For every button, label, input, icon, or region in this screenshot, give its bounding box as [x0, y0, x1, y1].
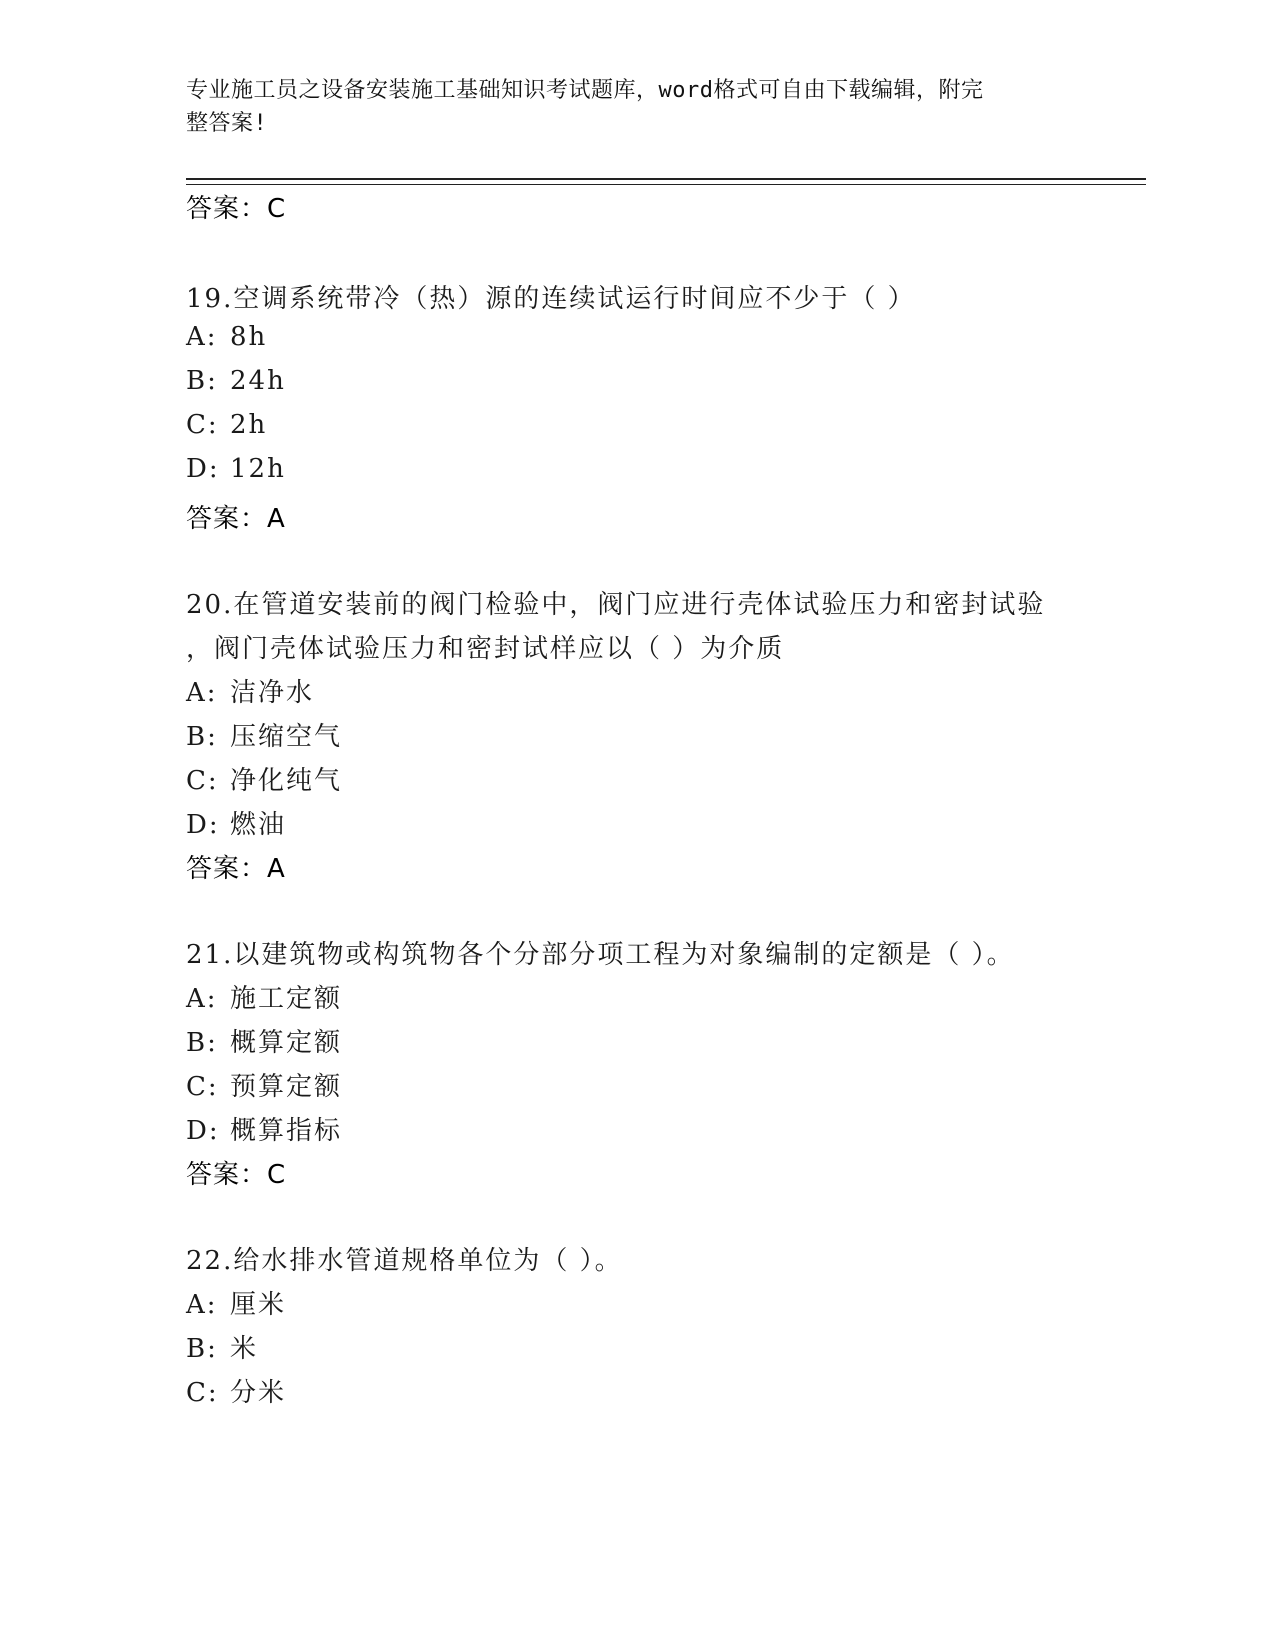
option-text: 12h: [230, 454, 286, 484]
answer-line: 答案：C: [186, 1160, 287, 1190]
option-key: A:: [186, 322, 218, 352]
option-key: C:: [186, 410, 219, 440]
option-a: [186, 1284, 286, 1321]
option-text: 净化纯气: [230, 766, 343, 796]
option-c: [186, 1066, 342, 1103]
option-key: B:: [186, 366, 218, 396]
option-b: [186, 366, 286, 396]
option-key: D:: [186, 1116, 220, 1146]
option-key: B:: [186, 722, 218, 752]
question-stem-continued: ，阀门壳体试验压力和密封试样应以（ ）为介质: [186, 634, 785, 664]
option-d: [186, 1110, 342, 1147]
option-text: 概算指标: [230, 1116, 343, 1146]
option-c: [186, 410, 267, 440]
option-text: 厘米: [230, 1290, 287, 1320]
option-b: [186, 1022, 342, 1059]
option-key: A:: [186, 1290, 218, 1320]
question-stem: 19.空调系统带冷（热）源的连续试运行时间应不少于（ ）: [186, 284, 916, 314]
option-b: [186, 716, 342, 753]
option-text: 概算定额: [230, 1028, 343, 1058]
option-key: D:: [186, 454, 220, 484]
option-a: [186, 322, 267, 352]
option-b: [186, 1328, 258, 1365]
option-key: B:: [186, 1028, 218, 1058]
header-line-1: 专业施工员之设备安装施工基础知识考试题库，word格式可自由下载编辑，附完: [186, 78, 984, 103]
option-key: C:: [186, 1378, 219, 1408]
question-stem: 20.在管道安装前的阀门检验中，阀门应进行壳体试验压力和密封试验: [186, 590, 1046, 620]
option-text: 8h: [230, 322, 268, 352]
option-key: D:: [186, 810, 220, 840]
option-key: B:: [186, 1334, 218, 1364]
option-text: 分米: [230, 1378, 287, 1408]
document-header: [186, 74, 1066, 140]
option-text: 预算定额: [230, 1072, 343, 1102]
option-c: [186, 1372, 286, 1409]
option-text: 米: [230, 1334, 259, 1364]
option-d: [186, 454, 286, 484]
option-key: A:: [186, 984, 218, 1014]
option-text: 24h: [230, 366, 286, 396]
option-key: C:: [186, 1072, 219, 1102]
option-text: 压缩空气: [230, 722, 343, 752]
answer-line: 答案：C: [186, 194, 287, 224]
question-stem: 22.给水排水管道规格单位为（ ）。: [186, 1246, 623, 1276]
option-text: 2h: [230, 410, 268, 440]
option-c: [186, 760, 342, 797]
option-text: 燃油: [230, 810, 287, 840]
option-key: A:: [186, 678, 218, 708]
header-divider: [186, 178, 1146, 185]
header-line-2: 整答案!: [186, 111, 268, 136]
answer-line: 答案：A: [186, 504, 286, 534]
option-text: 施工定额: [230, 984, 343, 1014]
option-a: [186, 978, 342, 1015]
option-d: [186, 804, 286, 841]
option-text: 洁净水: [230, 678, 315, 708]
question-stem: 21.以建筑物或构筑物各个分部分项工程为对象编制的定额是（ ）。: [186, 940, 1015, 970]
option-key: C:: [186, 766, 219, 796]
answer-line: 答案：A: [186, 854, 286, 884]
option-a: [186, 672, 314, 709]
